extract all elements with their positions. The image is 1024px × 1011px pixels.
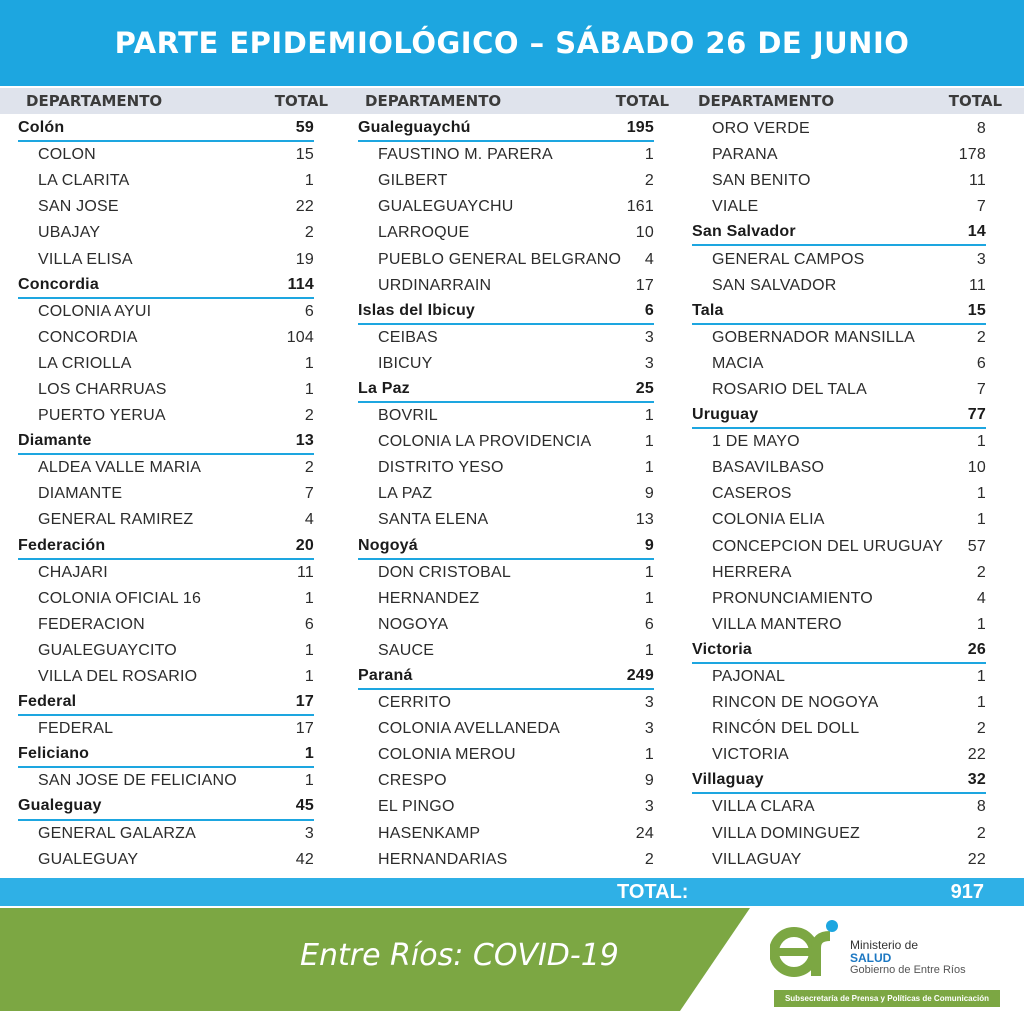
department-row: [358, 116, 654, 142]
locality-total: 3: [644, 354, 654, 372]
locality-name: PAJONAL: [712, 668, 786, 686]
department-total: 45: [295, 797, 314, 815]
locality-row: [358, 220, 654, 246]
locality-row: [692, 612, 986, 638]
total-header: TOTAL: [948, 92, 1002, 110]
locality-total: 4: [644, 250, 654, 268]
locality-row: [692, 325, 986, 351]
department-name: Gualeguaychú: [358, 119, 471, 137]
locality-name: MACIA: [712, 354, 764, 372]
locality-name: SAN JOSE DE FELICIANO: [38, 772, 237, 790]
department-total: 249: [626, 667, 654, 685]
locality-total: 1: [304, 172, 314, 190]
locality-total: 2: [304, 459, 314, 477]
department-row: [18, 273, 314, 299]
locality-name: HERNANDEZ: [378, 589, 480, 607]
locality-name: COLONIA ELIA: [712, 511, 825, 529]
locality-total: 6: [976, 354, 986, 372]
locality-name: GENERAL RAMIREZ: [38, 511, 194, 529]
logo-government-text: Gobierno de Entre Ríos: [850, 964, 966, 976]
locality-row: [18, 612, 314, 638]
locality-name: GENERAL CAMPOS: [712, 250, 865, 268]
department-row: [692, 403, 986, 429]
locality-total: 10: [967, 459, 986, 477]
locality-row: [18, 325, 314, 351]
department-name: Tala: [692, 301, 724, 319]
er-logo-icon: [770, 918, 842, 980]
department-row: [692, 299, 986, 325]
logo-subsecretaria-bar: Subsecretaría de Prensa y Políticas de Comunicación: [774, 990, 1000, 1007]
department-name: Colón: [18, 119, 65, 137]
locality-total: 2: [304, 407, 314, 425]
locality-name: GOBERNADOR MANSILLA: [712, 328, 915, 346]
locality-row: [18, 664, 314, 690]
locality-name: SAN BENITO: [712, 172, 811, 190]
locality-total: 1: [304, 354, 314, 372]
locality-name: ALDEA VALLE MARIA: [38, 459, 202, 477]
department-row: [358, 377, 654, 403]
department-name: La Paz: [358, 379, 410, 397]
locality-name: GUALEGUAYCHU: [378, 198, 514, 216]
locality-name: VILLA ELISA: [38, 250, 133, 268]
locality-name: BASAVILBASO: [712, 459, 825, 477]
locality-name: GUALEGUAYCITO: [38, 641, 177, 659]
locality-row: [358, 481, 654, 507]
locality-row: [18, 821, 314, 847]
locality-name: PUERTO YERUA: [38, 407, 166, 425]
locality-total: 42: [295, 850, 314, 868]
locality-total: 1: [976, 485, 986, 503]
locality-row: [358, 794, 654, 820]
locality-row: [358, 403, 654, 429]
locality-row: [358, 586, 654, 612]
locality-row: [692, 690, 986, 716]
department-name: Gualeguay: [18, 797, 102, 815]
department-name: Victoria: [692, 640, 752, 658]
locality-name: SAN SALVADOR: [712, 276, 837, 294]
locality-name: VILLAGUAY: [712, 850, 802, 868]
locality-total: 2: [976, 563, 986, 581]
locality-row: [358, 847, 654, 873]
locality-row: [692, 534, 986, 560]
locality-total: 19: [295, 250, 314, 268]
footer: [0, 908, 1024, 1011]
grand-total-value: 917: [950, 881, 984, 903]
locality-row: [358, 742, 654, 768]
locality-name: HERNANDARIAS: [378, 850, 508, 868]
locality-total: 178: [958, 146, 986, 164]
locality-row: [18, 142, 314, 168]
locality-total: 1: [644, 459, 654, 477]
department-name: Feliciano: [18, 745, 90, 763]
locality-total: 2: [976, 824, 986, 842]
department-header: DEPARTAMENTO: [26, 92, 163, 110]
locality-row: [18, 847, 314, 873]
department-total: 59: [295, 119, 314, 137]
cases-column-1: [18, 116, 314, 873]
locality-name: COLONIA AVELLANEDA: [378, 720, 561, 738]
cases-column-3: [692, 116, 986, 873]
locality-total: 22: [295, 198, 314, 216]
locality-name: BOVRIL: [378, 407, 438, 425]
locality-row: [358, 194, 654, 220]
department-row: [18, 116, 314, 142]
locality-row: [358, 716, 654, 742]
locality-name: GENERAL GALARZA: [38, 824, 197, 842]
locality-row: [692, 246, 986, 272]
locality-name: CERRITO: [378, 694, 452, 712]
locality-total: 1: [304, 772, 314, 790]
locality-name: COLONIA AYUI: [38, 302, 152, 320]
locality-name: VILLA CLARA: [712, 798, 815, 816]
locality-row: [358, 273, 654, 299]
locality-row: [692, 847, 986, 873]
locality-total: 1: [976, 433, 986, 451]
locality-total: 7: [304, 485, 314, 503]
locality-total: 3: [644, 798, 654, 816]
locality-name: RINCON DE NOGOYA: [712, 694, 879, 712]
locality-row: [18, 638, 314, 664]
locality-row: [18, 194, 314, 220]
locality-row: [692, 664, 986, 690]
locality-row: [18, 507, 314, 533]
locality-name: CEIBAS: [378, 328, 438, 346]
locality-row: [692, 168, 986, 194]
locality-total: 1: [644, 641, 654, 659]
locality-row: [18, 716, 314, 742]
locality-row: [692, 560, 986, 586]
department-total: 114: [287, 275, 314, 293]
locality-row: [358, 325, 654, 351]
locality-total: 1: [976, 694, 986, 712]
locality-name: ROSARIO DEL TALA: [712, 380, 867, 398]
locality-row: [18, 299, 314, 325]
column-header-1: [26, 88, 328, 114]
locality-name: RINCÓN DEL DOLL: [712, 720, 860, 738]
department-name: Concordia: [18, 275, 99, 293]
locality-name: VILLA DOMINGUEZ: [712, 824, 860, 842]
department-total: 26: [967, 640, 986, 658]
department-header: DEPARTAMENTO: [698, 92, 835, 110]
locality-row: [692, 716, 986, 742]
locality-name: VIALE: [712, 198, 759, 216]
department-name: Paraná: [358, 667, 413, 685]
locality-total: 2: [644, 172, 654, 190]
locality-row: [358, 507, 654, 533]
locality-row: [692, 586, 986, 612]
locality-total: 1: [644, 563, 654, 581]
locality-name: VILLA DEL ROSARIO: [38, 668, 198, 686]
locality-row: [692, 116, 986, 142]
department-row: [692, 768, 986, 794]
locality-name: VILLA MANTERO: [712, 615, 842, 633]
department-row: [692, 638, 986, 664]
locality-row: [18, 586, 314, 612]
locality-row: [692, 351, 986, 377]
department-total: 17: [295, 693, 314, 711]
locality-total: 9: [644, 485, 654, 503]
locality-name: FEDERACION: [38, 615, 145, 633]
locality-row: [692, 194, 986, 220]
department-name: Uruguay: [692, 406, 759, 424]
locality-row: [692, 507, 986, 533]
locality-row: [358, 455, 654, 481]
locality-row: [358, 429, 654, 455]
locality-total: 3: [976, 250, 986, 268]
locality-name: VICTORIA: [712, 746, 789, 764]
locality-total: 13: [635, 511, 654, 529]
locality-total: 1: [976, 511, 986, 529]
locality-total: 10: [635, 224, 654, 242]
locality-row: [18, 768, 314, 794]
locality-name: LOS CHARRUAS: [38, 380, 167, 398]
locality-row: [18, 560, 314, 586]
locality-total: 1: [644, 407, 654, 425]
department-name: Villaguay: [692, 771, 764, 789]
ministry-logo: [770, 918, 1010, 1008]
locality-name: UBAJAY: [38, 224, 101, 242]
locality-name: LA PAZ: [378, 485, 433, 503]
locality-row: [18, 377, 314, 403]
department-row: [358, 299, 654, 325]
locality-total: 9: [644, 772, 654, 790]
locality-total: 3: [644, 328, 654, 346]
locality-row: [18, 220, 314, 246]
locality-row: [692, 821, 986, 847]
locality-row: [18, 481, 314, 507]
report-title: PARTE EPIDEMIOLÓGICO – SÁBADO 26 DE JUNIO: [0, 0, 1024, 86]
locality-name: URDINARRAIN: [378, 276, 492, 294]
department-name: Islas del Ibicuy: [358, 301, 476, 319]
department-total: 20: [295, 536, 314, 554]
locality-name: SAUCE: [378, 641, 435, 659]
locality-row: [358, 142, 654, 168]
locality-row: [18, 403, 314, 429]
locality-total: 8: [976, 120, 986, 138]
grand-total-bar: [0, 878, 1024, 906]
locality-name: IBICUY: [378, 354, 433, 372]
locality-name: DON CRISTOBAL: [378, 563, 511, 581]
locality-row: [692, 273, 986, 299]
locality-name: 1 DE MAYO: [712, 433, 800, 451]
department-total: 195: [626, 119, 654, 137]
locality-row: [692, 794, 986, 820]
locality-row: [692, 455, 986, 481]
locality-row: [358, 638, 654, 664]
locality-name: PARANA: [712, 146, 778, 164]
locality-row: [358, 821, 654, 847]
locality-total: 1: [304, 380, 314, 398]
locality-name: DISTRITO YESO: [378, 459, 504, 477]
department-row: [692, 220, 986, 246]
locality-row: [692, 742, 986, 768]
locality-name: NOGOYA: [378, 615, 449, 633]
locality-total: 2: [976, 720, 986, 738]
department-row: [18, 794, 314, 820]
locality-total: 15: [295, 146, 314, 164]
locality-total: 57: [967, 537, 986, 555]
logo-salud-text: SALUD: [850, 951, 892, 965]
department-row: [358, 664, 654, 690]
locality-total: 1: [644, 589, 654, 607]
locality-name: COLONIA LA PROVIDENCIA: [378, 433, 592, 451]
locality-row: [18, 455, 314, 481]
locality-row: [18, 351, 314, 377]
locality-name: GUALEGUAY: [38, 850, 139, 868]
locality-total: 22: [967, 746, 986, 764]
locality-name: CONCEPCION DEL URUGUAY: [712, 537, 944, 555]
locality-name: PRONUNCIAMIENTO: [712, 589, 873, 607]
locality-total: 11: [968, 276, 986, 294]
locality-total: 17: [295, 720, 314, 738]
department-total: 6: [644, 301, 654, 319]
locality-name: DIAMANTE: [38, 485, 123, 503]
department-total: 25: [635, 379, 654, 397]
locality-total: 1: [304, 641, 314, 659]
locality-total: 6: [304, 302, 314, 320]
locality-row: [358, 351, 654, 377]
locality-total: 104: [286, 328, 314, 346]
locality-name: COLONIA MEROU: [378, 746, 516, 764]
locality-name: FAUSTINO M. PARERA: [378, 146, 553, 164]
department-row: [18, 534, 314, 560]
locality-row: [18, 246, 314, 272]
locality-name: SANTA ELENA: [378, 511, 489, 529]
department-name: Federación: [18, 536, 106, 554]
locality-row: [358, 246, 654, 272]
department-name: Diamante: [18, 432, 92, 450]
locality-total: 6: [644, 615, 654, 633]
locality-total: 1: [976, 615, 986, 633]
department-row: [18, 742, 314, 768]
locality-total: 7: [976, 380, 986, 398]
locality-name: CASEROS: [712, 485, 792, 503]
locality-name: LARROQUE: [378, 224, 470, 242]
department-name: Nogoyá: [358, 536, 418, 554]
department-name: Federal: [18, 693, 77, 711]
locality-name: CRESPO: [378, 772, 447, 790]
department-total: 15: [967, 301, 986, 319]
locality-row: [692, 481, 986, 507]
locality-total: 161: [626, 198, 654, 216]
locality-total: 2: [976, 328, 986, 346]
cases-column-2: [358, 116, 654, 873]
locality-name: COLON: [38, 146, 96, 164]
locality-name: LA CLARITA: [38, 172, 130, 190]
department-row: [18, 429, 314, 455]
locality-total: 3: [304, 824, 314, 842]
locality-row: [358, 560, 654, 586]
logo-ministry-text: Ministerio de: [850, 938, 919, 952]
locality-total: 2: [644, 850, 654, 868]
locality-total: 4: [304, 511, 314, 529]
locality-total: 11: [296, 563, 314, 581]
locality-row: [358, 690, 654, 716]
total-header: TOTAL: [615, 92, 669, 110]
locality-total: 1: [976, 668, 986, 686]
column-header-2: [365, 88, 669, 114]
locality-total: 1: [304, 668, 314, 686]
department-row: [358, 534, 654, 560]
department-total: 77: [967, 406, 986, 424]
locality-total: 4: [976, 589, 986, 607]
locality-name: FEDERAL: [38, 720, 114, 738]
locality-total: 22: [967, 850, 986, 868]
locality-row: [358, 612, 654, 638]
locality-total: 8: [976, 798, 986, 816]
locality-name: SAN JOSE: [38, 198, 119, 216]
locality-name: CONCORDIA: [38, 328, 138, 346]
locality-total: 1: [304, 589, 314, 607]
footer-caption: Entre Ríos: COVID-19: [300, 938, 619, 973]
locality-total: 24: [635, 824, 654, 842]
department-name: San Salvador: [692, 223, 796, 241]
locality-total: 3: [644, 720, 654, 738]
locality-name: HASENKAMP: [378, 824, 481, 842]
locality-name: PUEBLO GENERAL BELGRANO: [378, 250, 622, 268]
locality-name: EL PINGO: [378, 798, 455, 816]
locality-row: [358, 768, 654, 794]
department-total: 9: [644, 536, 654, 554]
locality-total: 2: [304, 224, 314, 242]
locality-total: 7: [976, 198, 986, 216]
locality-total: 1: [644, 433, 654, 451]
locality-row: [692, 429, 986, 455]
locality-row: [18, 168, 314, 194]
locality-name: COLONIA OFICIAL 16: [38, 589, 202, 607]
column-header-3: [698, 88, 1002, 114]
locality-name: HERRERA: [712, 563, 792, 581]
locality-name: GILBERT: [378, 172, 448, 190]
department-header: DEPARTAMENTO: [365, 92, 502, 110]
locality-total: 11: [968, 172, 986, 190]
locality-row: [358, 168, 654, 194]
locality-total: 1: [644, 146, 654, 164]
grand-total-label: TOTAL:: [617, 881, 689, 903]
department-total: 13: [295, 432, 314, 450]
locality-total: 1: [644, 746, 654, 764]
locality-total: 17: [635, 276, 654, 294]
locality-row: [692, 142, 986, 168]
department-total: 32: [967, 771, 986, 789]
total-header: TOTAL: [274, 92, 328, 110]
locality-total: 3: [644, 694, 654, 712]
locality-name: ORO VERDE: [712, 120, 810, 138]
department-total: 14: [967, 223, 986, 241]
locality-total: 6: [304, 615, 314, 633]
locality-name: LA CRIOLLA: [38, 354, 132, 372]
locality-name: CHAJARI: [38, 563, 108, 581]
department-row: [18, 690, 314, 716]
locality-row: [692, 377, 986, 403]
department-total: 1: [304, 745, 314, 763]
